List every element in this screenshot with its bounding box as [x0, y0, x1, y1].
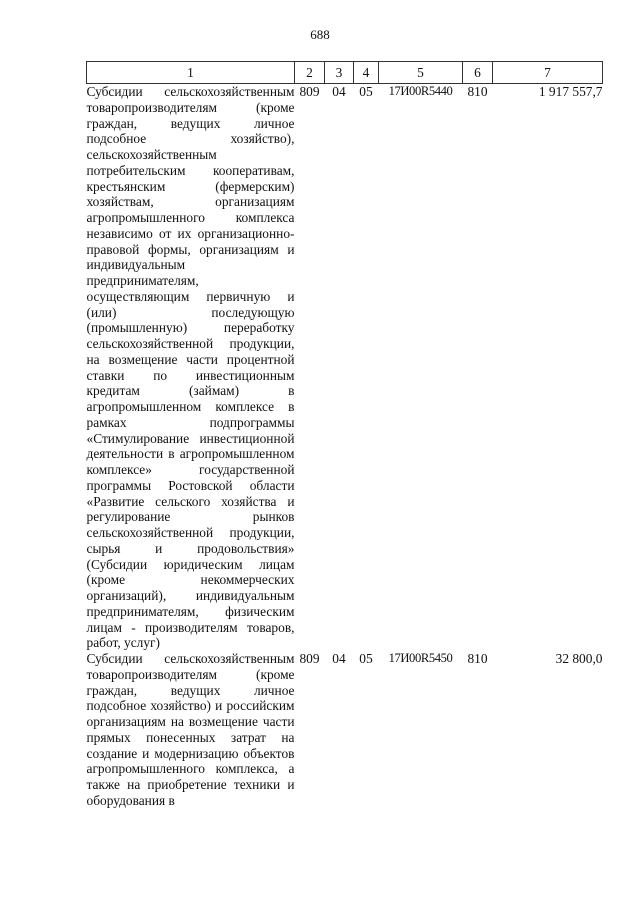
section-code: 04	[332, 651, 346, 666]
column-header-2: 2	[295, 62, 325, 84]
column-header-4: 4	[354, 62, 379, 84]
column-header-7: 7	[493, 62, 603, 84]
ministry-code: 809	[299, 651, 320, 666]
section-code: 04	[332, 84, 346, 99]
page-number: 688	[310, 27, 330, 42]
row-description: Субсидии сельскохозяйственным товаропроизводителям (кроме граждан, ведущих личное подсобное хозяйство) и российским организациям на возмещение части прямых понесенных затрат на создание и модернизацию объектов агропромышленного комплекса, а также на приобретение техники и оборудования в	[86, 651, 295, 808]
column-header-3: 3	[325, 62, 354, 84]
column-header-1: 1	[87, 62, 295, 84]
row-description: Субсидии сельскохозяйственным товаропроизводителям (кроме граждан, ведущих личное подсобное хозяйство), сельскохозяйственным потребительским кооперативам, крестьянским (фермерским) хозяйствам, организациям агропромышленного комплекса независимо от их организационно-правовой формы, организациям и индивидуальным предпринимателям, осуществляющим первичную и (или) последующую (промышленную) переработку сельскохозяйственной продукции, на возмещение части процентной ставки по инвестиционным кредитам (займам) в агропромышленном комплексе в рамках подпрограммы «Стимулирование инвестиционной деятельности в агропромышленном комплексе» государственной программы Ростовской области «Развитие сельского хозяйства и регулирование рынков сельскохозяйственной продукции, сырья и продовольствия» (Субсидии юридическим лицам (кроме некоммерческих организаций), индивидуальным предпринимателям, физическим лицам - производителям товаров, работ, услуг)	[86, 84, 295, 651]
amount: 32 800,0	[555, 651, 603, 666]
expense-type-code: 810	[467, 84, 488, 99]
expense-type-code: 810	[467, 651, 488, 666]
column-header-6: 6	[463, 62, 493, 84]
target-article-code: 17И00R5440	[388, 84, 453, 98]
target-article-code: 17И00R5450	[388, 651, 453, 665]
amount: 1 917 557,7	[538, 84, 603, 99]
ministry-code: 809	[299, 84, 320, 99]
table-row	[87, 651, 603, 809]
subsection-code: 05	[359, 84, 373, 99]
budget-table	[86, 61, 603, 809]
table-row	[87, 84, 603, 652]
subsection-code: 05	[359, 651, 373, 666]
header-row	[87, 62, 603, 84]
column-header-5: 5	[379, 62, 463, 84]
